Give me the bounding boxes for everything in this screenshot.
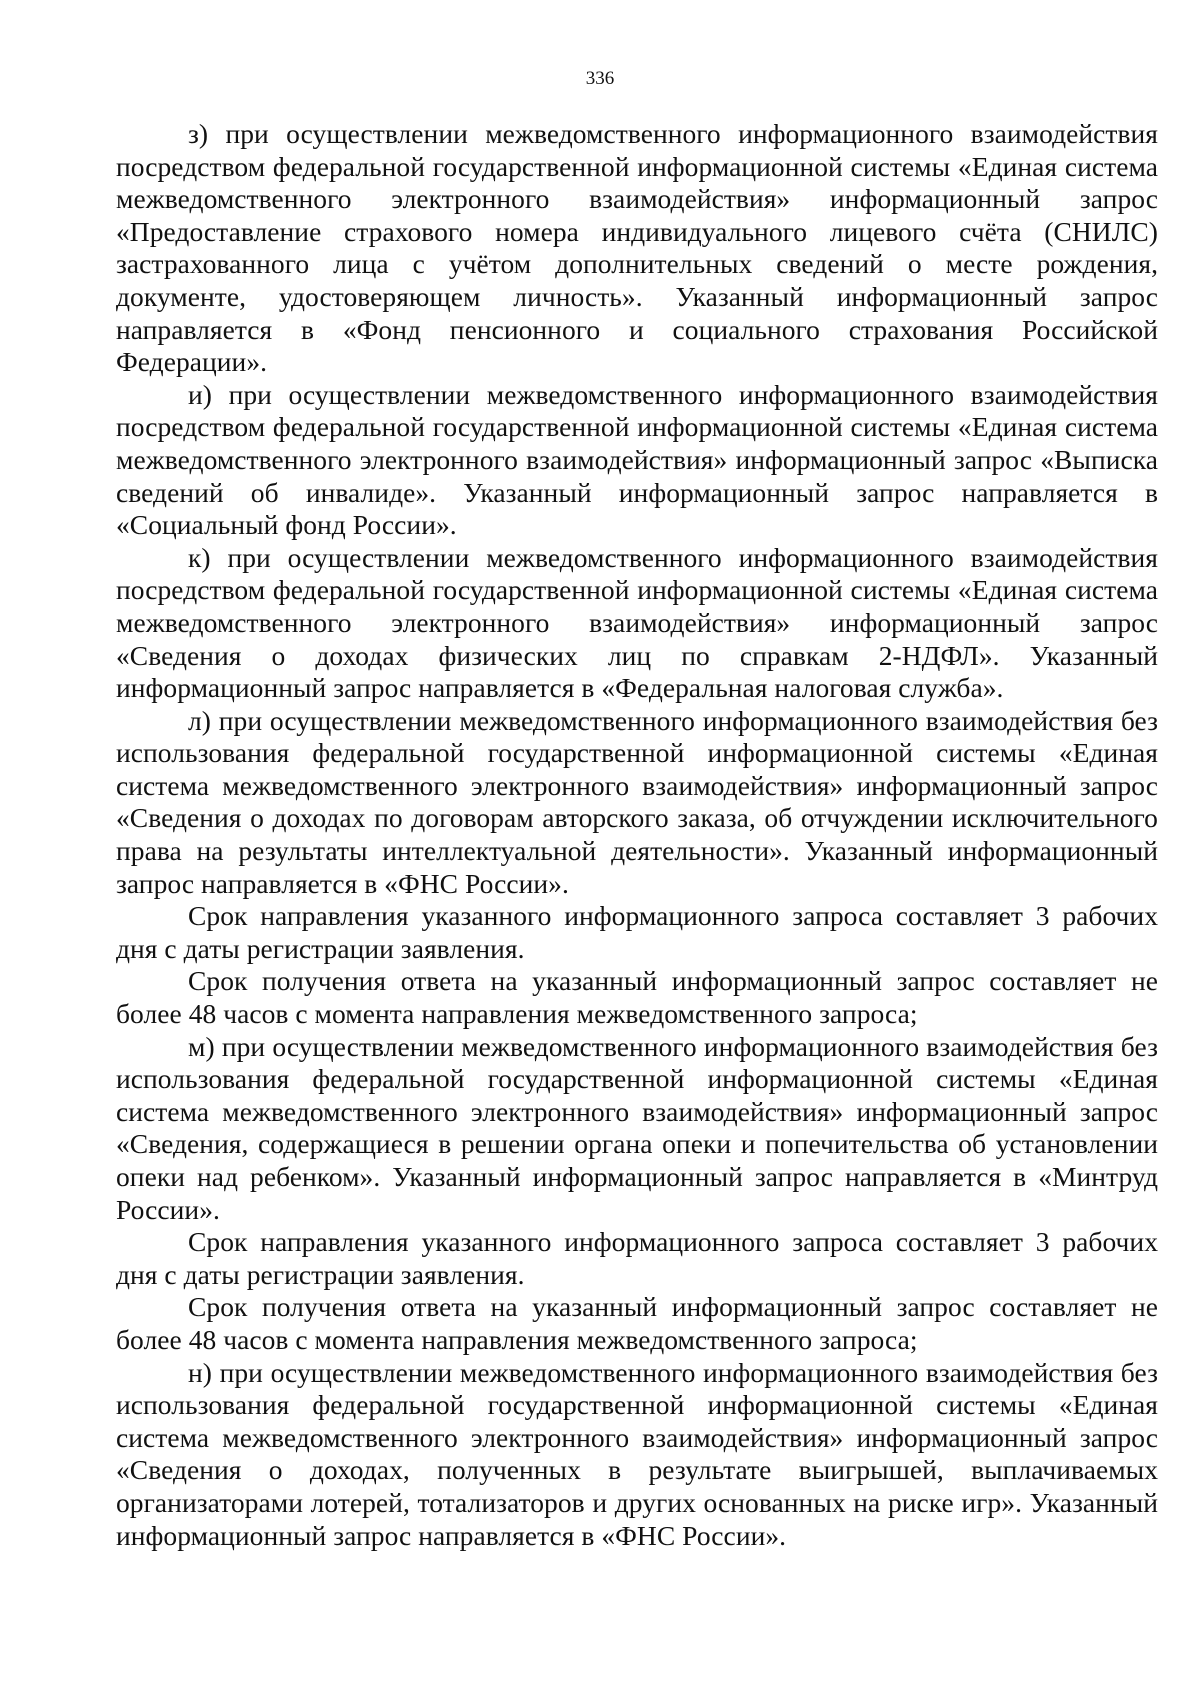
paragraph-l: л) при осуществлении межведомственного информационного взаимодействия без использования федеральной государственной информационной системы «Единая система межведомственного электронного взаимодействия» информационный запрос «Сведения о доходах по договорам авторского заказа, об отчуждении исключительного права на результаты интеллектуальной деятельности». Указанный информационный запрос направляется в «ФНС России». (116, 704, 1158, 899)
document-body (116, 118, 1158, 1552)
page-number: 336 (585, 68, 615, 89)
paragraph-deadline-send-1: Срок направления указанного информационного запроса составляет 3 рабочих дня с даты регистрации заявления. (116, 900, 1158, 964)
paragraph-z: з) при осуществлении межведомственного информационного взаимодействия посредством федеральной государственной информационной системы «Единая система межведомственного электронного взаимодействия» информационный запрос «Предоставление страхового номера индивидуального лицевого счёта (СНИЛС) застрахованного лица с учётом дополнительных сведений о месте рождения, документе, удостоверяющем личность». Указанный информационный запрос направляется в «Фонд пенсионного и социального страхования Российской Федерации». (116, 118, 1158, 378)
paragraph-n: н) при осуществлении межведомственного информационного взаимодействия без использования федеральной государственной информационной системы «Единая система межведомственного электронного взаимодействия» информационный запрос «Сведения о доходах, полученных в результате выигрышей, выплачиваемых организаторами лотерей, тотализаторов и других основанных на риске игр». Указанный информационный запрос направляется в «ФНС России». (116, 1356, 1158, 1551)
paragraph-deadline-response-1: Срок получения ответа на указанный информационный запрос составляет не более 48 часов с момента направления межведомственного запроса; (116, 965, 1158, 1030)
paragraph-deadline-send-2: Срок направления указанного информационного запроса составляет 3 рабочих дня с даты регистрации заявления. (116, 1226, 1158, 1290)
paragraph-i: и) при осуществлении межведомственного информационного взаимодействия посредством федеральной государственной информационной системы «Единая система межведомственного электронного взаимодействия» информационный запрос «Выписка сведений об инвалиде». Указанный информационный запрос направляется в «Социальный фонд России». (116, 378, 1158, 541)
paragraph-m: м) при осуществлении межведомственного информационного взаимодействия без использования федеральной государственной информационной системы «Единая система межведомственного электронного взаимодействия» информационный запрос «Сведения, содержащиеся в решении органа опеки и попечительства об установлении опеки над ребенком». Указанный информационный запрос направляется в «Минтруд России». (116, 1030, 1158, 1225)
paragraph-k: к) при осуществлении межведомственного информационного взаимодействия посредством федеральной государственной информационной системы «Единая система межведомственного электронного взаимодействия» информационный запрос «Сведения о доходах физических лиц по справкам 2-НДФЛ». Указанный информационный запрос направляется в «Федеральная налоговая служба». (116, 541, 1158, 704)
paragraph-deadline-response-2: Срок получения ответа на указанный информационный запрос составляет не более 48 часов с момента направления межведомственного запроса; (116, 1291, 1158, 1355)
